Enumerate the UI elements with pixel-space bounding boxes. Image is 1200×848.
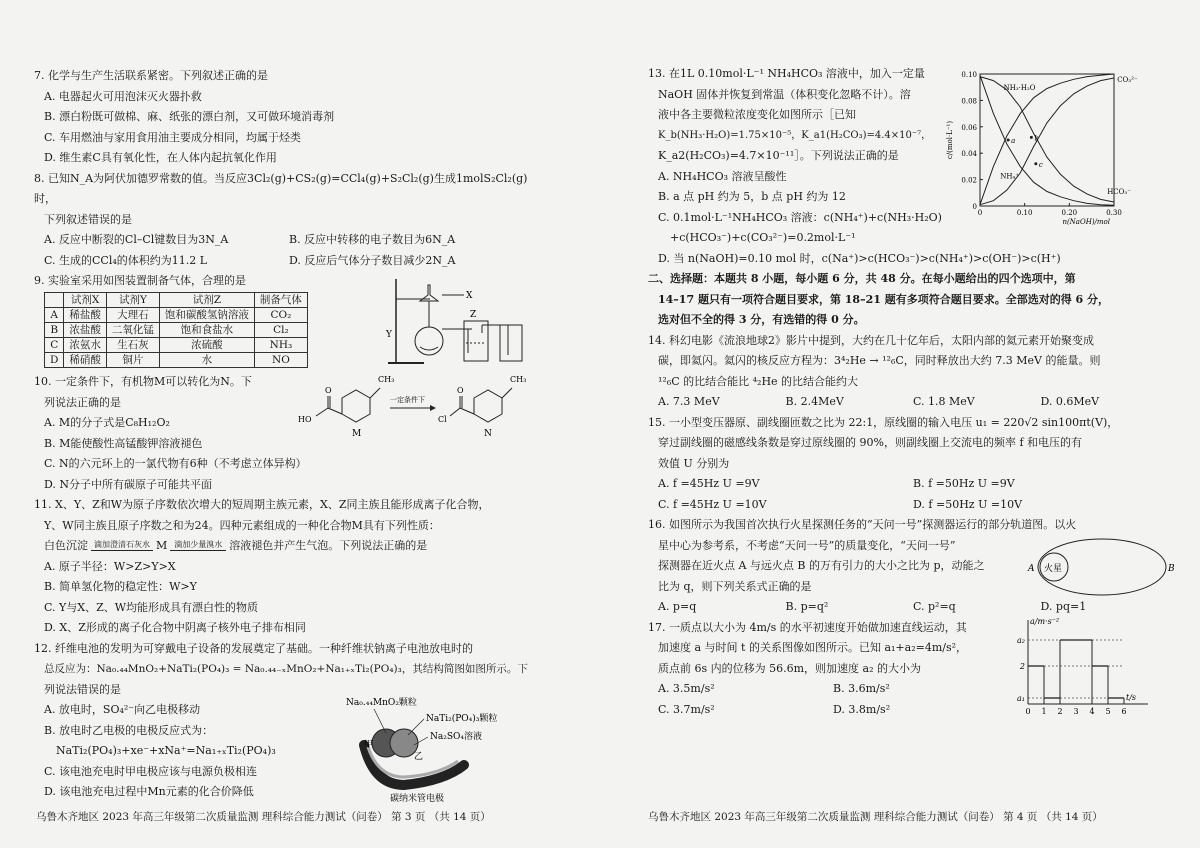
- y-tick-label: 0.10: [961, 71, 977, 79]
- q10-label-m: M: [352, 429, 362, 439]
- table-cell: A: [45, 307, 64, 322]
- q16-option-b: B. p=q²: [785, 600, 829, 613]
- q7-option-d: D. 维生素C具有氧化性，在人体内起抗氧化作用: [44, 151, 277, 164]
- q16-option-a: A. p=q: [658, 600, 697, 613]
- question-9: [34, 271, 534, 372]
- q12-option-c: C. 该电池充电时甲电极应该与电源负极相连: [44, 764, 258, 778]
- q12-option-a: A. 放电时，SO₄²⁻向乙电极移动: [44, 703, 201, 716]
- left-page-footer: 乌鲁木齐地区 2023 年高三年级第二次质量监测 理科综合能力测试（问卷） 第 3 页 （共 14 页）: [36, 811, 491, 823]
- q14-line-1: 14. 科幻电影《流浪地球2》影片中提到，大约在几十亿年后，太阳内部的氦元素开始聚变成: [648, 333, 1094, 347]
- q12-option-d: D. 该电池充电过程中Mn元素的化合价降低: [44, 785, 254, 798]
- y-tick-label: 0.08: [961, 97, 977, 106]
- table-cell: NH₃: [254, 337, 307, 352]
- q12-stem-2: 总反应为：Na₀.₄₄MnO₂+NaTi₂(PO₄)₃ = Na₀.₄₄₋ₓMnO₂+Na₁₊ₓTi₂(PO₄)₃，其结构简图如图所示。下: [44, 663, 528, 675]
- q15-line-3: 效值 U 分别为: [658, 456, 730, 470]
- q9-header-cell: 试剂Z: [159, 292, 254, 307]
- section-2-line-2: 14–17 题只有一项符合题目要求，第 18–21 题有多项符合题目要求。全部选对的得 6 分，: [658, 292, 1110, 306]
- q10-option-b: B. M能使酸性高锰酸钾溶液褪色: [44, 436, 203, 450]
- x-tick-label: 0.20: [1061, 209, 1078, 217]
- x-tick-label: 3: [1073, 706, 1079, 716]
- table-cell: 饱和碳酸氢钠溶液: [159, 307, 254, 322]
- q11-properties: [34, 536, 534, 557]
- q9-stem: 9. 实验室采用如图装置制备气体，合理的是: [34, 274, 246, 287]
- q11-arrow-1-label: 滴加澄清石灰水: [94, 539, 150, 549]
- table-cell: 水: [159, 352, 254, 367]
- q9-header-cell: 制备气体: [254, 292, 307, 307]
- x-tick-label: 6: [1121, 706, 1127, 716]
- q13-line-3: 液中各主要微粒浓度变化如图所示［已知: [658, 108, 856, 121]
- q16-option-d: D. pq=1: [1040, 600, 1087, 613]
- series-line: [980, 75, 1114, 205]
- q13-option-b: B. a 点 pH 约为 5，b 点 pH 约为 12: [658, 190, 846, 203]
- q15-option-c: C. f =45Hz U =10V: [658, 497, 767, 511]
- y-tick-label: 0.04: [961, 150, 977, 159]
- left-column: [34, 66, 534, 803]
- series-line: [980, 74, 1114, 205]
- q10-option-c: C. N的六元环上的一氯代物有6种（不考虑立体异构）: [44, 457, 307, 470]
- q16-option-c: C. p²=q: [913, 600, 956, 613]
- q10-o-m: O: [325, 386, 332, 395]
- series-label: NH₃·H₂O: [1003, 83, 1036, 92]
- table-cell: 大理石: [106, 307, 159, 322]
- chart-point: [1034, 162, 1037, 165]
- question-16: [648, 515, 1175, 618]
- q13-line-5: K_a2(H₂CO₃)=4.7×10⁻¹¹］。下列说法正确的是: [658, 149, 899, 162]
- table-cell: 生石灰: [106, 337, 159, 352]
- table-cell: NO: [254, 352, 307, 367]
- question-12: [34, 639, 534, 803]
- right-page: [600, 0, 1200, 848]
- q12-fig-jia: 甲: [364, 739, 374, 750]
- q14-line-3: ¹²₆C 的比结合能比 ⁴₂He 的比结合能约大: [658, 374, 859, 388]
- q9-table-header: [45, 292, 308, 307]
- q11-stem-2: Y、W同主族且原子序数之和为24。四种元素组成的一种化合物M具有下列性质：: [44, 518, 440, 532]
- chart-frame: [980, 74, 1114, 206]
- q15-option-d: D. f =50Hz U =10V: [913, 497, 1023, 511]
- q17-acceleration-chart: [1008, 612, 1158, 722]
- q10-ho: HO: [298, 415, 312, 424]
- x-tick-label: 2: [1057, 706, 1063, 716]
- q10-option-a: A. M的分子式是C₈H₁₂O₂: [44, 416, 170, 429]
- table-cell: B: [45, 322, 64, 337]
- q10-stem-2: 列说法正确的是: [44, 395, 121, 409]
- q16-line-3: 探测器在近火点 A 与远火点 B 的万有引力的大小之比为 p，动能之: [658, 559, 985, 572]
- right-column: [648, 64, 1175, 720]
- q17-option-b: B. 3.6m/s²: [833, 682, 890, 695]
- q9-header-cell: 试剂Y: [106, 292, 159, 307]
- x-tick-label: 0.30: [1106, 209, 1122, 217]
- q9-label-z: Z: [470, 310, 477, 320]
- series-line: [980, 77, 1114, 202]
- q11-prop-m: M: [156, 539, 168, 552]
- q16-line-2: 星中心为参考系，不考虑“天问一号”的质量变化，“天问一号”: [658, 538, 956, 552]
- q14-line-2: 碳，即氦闪。氦闪的核反应方程为：3⁴₂He → ¹²₆C，同时释放出大约 7.3 MeV 的能量。则: [658, 354, 1101, 367]
- q8-option-b: B. 反应中转移的电子数目为6N_A: [289, 233, 456, 246]
- q17-line-2: 加速度 a 与时间 t 的关系图像如图所示。已知 a₁+a₂=4m/s²，: [658, 641, 968, 654]
- q8-option-d: D. 反应后气体分子数目减少2N_A: [289, 253, 456, 267]
- q10-label-n: N: [484, 429, 492, 439]
- q11-arrow-1: [91, 540, 153, 557]
- q12-stem: 12. 纤维电池的发明为可穿戴电子设备的发展奠定了基础。一种纤维状钠离子电池放电时的: [34, 641, 473, 655]
- q12-option-b: B. 放电时乙电极的电极反应式为：: [44, 723, 214, 737]
- series-label: NH₄⁺: [1000, 172, 1019, 181]
- q13-line-2: NaOH 固体并恢复到常温（体积变化忽略不计）。溶: [658, 87, 911, 101]
- series-label: HCO₃⁻: [1107, 188, 1131, 197]
- q15-line-2: 穿过副线圈的磁感线条数是穿过原线圈的 90%，则副线圈上交流电的频率 f 和电压的有: [658, 436, 1083, 449]
- right-arrow-icon: [170, 550, 226, 551]
- q17-line-3: 质点前 6s 内的位移为 56.6m，则加速度 a₂ 的大小为: [658, 661, 922, 675]
- q8-option-c: C. 生成的CCl₄的体积约为11.2 L: [44, 253, 208, 267]
- q13-line-4: K_b(NH₃·H₂O)=1.75×10⁻⁵，K_a1(H₂CO₃)=4.4×10⁻⁷，: [658, 129, 932, 141]
- q13-option-c: C. 0.1mol·L⁻¹NH₄HCO₃ 溶液：c(NH₄⁺)+c(NH₃·H₂O): [658, 210, 942, 224]
- x-tick-label: 0: [977, 209, 983, 217]
- question-11: [34, 495, 534, 639]
- table-cell: Cl₂: [254, 322, 307, 337]
- q11-option-a: A. 原子半径：W>Z>Y>X: [44, 559, 176, 573]
- x-axis-label: t/s: [1126, 692, 1137, 702]
- q10-cl: Cl: [438, 415, 447, 424]
- q9-label-x: X: [466, 291, 473, 301]
- q14-option-d: D. 0.6MeV: [1040, 395, 1100, 408]
- x-tick-label: 1: [1041, 706, 1047, 716]
- chart-point: [1030, 136, 1033, 139]
- q11-prop-right: 溶液褪色并产生气泡。下列说法正确的是: [229, 539, 428, 552]
- table-row: [45, 307, 308, 322]
- q16-line-1: 16. 如图所示为我国首次执行火星探测任务的“天问一号”探测器运行的部分轨道图。以火: [648, 518, 1077, 531]
- q17-option-d: D. 3.8m/s²: [833, 702, 891, 716]
- q13-option-d: D. 当 n(NaOH)=0.10 mol 时，c(Na⁺)>c(HCO₃⁻)>c(NH₄⁺)>c(OH⁻)>c(H⁺): [658, 251, 1061, 265]
- q17-option-a: A. 3.5m/s²: [658, 682, 715, 695]
- q11-option-c: C. Y与X、Z、W均能形成具有漂白性的物质: [44, 600, 259, 614]
- section-2-line-1: 二、选择题：本题共 8 小题，每小题 6 分，共 48 分。在每小题给出的四个选项中，第: [648, 272, 1076, 285]
- question-14: [648, 331, 1168, 413]
- q10-o-n: O: [457, 386, 464, 395]
- y-tick-label: a₁: [1017, 693, 1025, 703]
- question-17: [648, 618, 1168, 721]
- q9-table: [44, 292, 308, 368]
- section-2-header: [648, 269, 1168, 331]
- y-axis-label: a/m·s⁻²: [1030, 616, 1060, 626]
- q15-options: [648, 474, 1168, 515]
- q9-label-y: Y: [386, 330, 392, 340]
- q14-options: [648, 392, 1168, 413]
- table-row: [45, 337, 308, 352]
- table-cell: 二氧化锰: [106, 322, 159, 337]
- x-tick-label: 0: [1025, 706, 1031, 716]
- q12-fig-nati: NaTi₂(PO₄)₃颗粒: [426, 713, 498, 724]
- q13-option-a: A. NH₄HCO₃ 溶液呈酸性: [658, 169, 787, 183]
- q17-option-c: C. 3.7m/s²: [658, 702, 715, 716]
- table-row: [45, 352, 308, 367]
- q7-option-a: A. 电器起火可用泡沫灭火器扑救: [44, 89, 202, 103]
- table-cell: 铜片: [106, 352, 159, 367]
- q7-stem: 7. 化学与生产生活联系紧密。下列叙述正确的是: [34, 69, 268, 82]
- q10-structure-figure: [272, 368, 532, 440]
- q12-fig-na2so4: Na₂SO₄溶液: [430, 731, 483, 742]
- q8-options: [34, 230, 534, 271]
- left-arrow-icon: [91, 550, 153, 551]
- table-cell: 稀硝酸: [64, 352, 107, 367]
- q16-fig-mars: 火星: [1044, 564, 1063, 574]
- q12-battery-figure: [334, 695, 534, 803]
- chart-point: [1007, 139, 1010, 142]
- y-tick-label: 0.02: [961, 176, 977, 185]
- q10-arrow-label: 一定条件下: [390, 396, 425, 404]
- q9-header-cell: [45, 292, 64, 307]
- q10-option-d: D. N分子中所有碳原子可能共平面: [44, 477, 213, 491]
- x-tick-label: 5: [1105, 706, 1111, 716]
- y-tick-label: 0.06: [961, 123, 977, 132]
- table-cell: 稀盐酸: [64, 307, 107, 322]
- q15-option-a: A. f =45Hz U =9V: [658, 477, 760, 490]
- q13-concentration-chart: [944, 66, 1138, 226]
- q9-header-cell: 试剂X: [64, 292, 107, 307]
- q11-arrow-2-label: 滴加少量溴水: [174, 539, 223, 549]
- section-2-line-3: 选对但不全的得 3 分，有选错的得 0 分。: [658, 313, 865, 326]
- q12-fig-cnt: 碳纳米管电极: [390, 793, 445, 804]
- q13-chart-axes: [980, 74, 1114, 206]
- question-7: [34, 66, 534, 169]
- question-15: [648, 413, 1168, 516]
- q12-stem-3: 列说法错误的是: [44, 682, 121, 696]
- x-tick-label: 4: [1089, 706, 1095, 716]
- y-tick-label: 2: [1019, 661, 1025, 671]
- y-tick-label: 0: [972, 203, 977, 211]
- table-cell: C: [45, 337, 64, 352]
- q10-stem: 10. 一定条件下，有机物M可以转化为N。下: [34, 375, 252, 388]
- q9-apparatus-figure: [384, 271, 534, 371]
- table-row: [45, 322, 308, 337]
- table-cell: 饱和食盐水: [159, 322, 254, 337]
- q10-ch3-n: CH₃: [510, 375, 527, 384]
- q12-fig-na044: Na₀.₄₄MnO₂颗粒: [346, 697, 417, 708]
- q13-option-c-2: +c(HCO₃⁻)+c(CO₃²⁻)=0.2mol·L⁻¹: [670, 231, 856, 244]
- q14-option-c: C. 1.8 MeV: [913, 395, 975, 408]
- q11-arrow-2: [170, 540, 226, 557]
- q17-options: [648, 679, 1008, 720]
- q11-option-d: D. X、Z形成的离子化合物中阴离子核外电子排布相同: [44, 621, 306, 634]
- table-cell: 浓硫酸: [159, 337, 254, 352]
- x-tick-label: 0.10: [1016, 209, 1033, 217]
- q12-fig-yi: 乙: [414, 751, 424, 762]
- q10-ch3-m: CH₃: [378, 375, 395, 384]
- q13-line-1: 13. 在1L 0.10mol·L⁻¹ NH₄HCO₃ 溶液中，加入一定量: [648, 67, 925, 80]
- q15-line-1: 15. 一小型变压器原、副线圈匝数之比为 22:1，原线圈的输入电压 u₁ = 220√2 sin100πt(V)，: [648, 415, 1119, 429]
- q16-line-4: 比为 q，则下列关系式正确的是: [658, 579, 812, 593]
- q11-stem: 11. X、Y、Z和W为原子序数依次增大的短周期主族元素，X、Z同主族且能形成离子化合物，: [34, 498, 490, 511]
- q8-option-a: A. 反应中断裂的Cl–Cl键数目为3N_A: [44, 233, 229, 246]
- point-label: a: [1011, 137, 1016, 145]
- question-8: [34, 169, 534, 272]
- point-label: c: [1038, 160, 1043, 169]
- q14-option-b: B. 2.4MeV: [785, 395, 844, 408]
- table-cell: 浓氨水: [64, 337, 107, 352]
- q11-prop-left: 白色沉淀: [44, 539, 88, 552]
- point-label: b: [1034, 134, 1039, 143]
- y-axis-label: c/(mol·L⁻¹): [946, 120, 954, 160]
- table-cell: CO₂: [254, 307, 307, 322]
- q17-chart-axes: [1028, 620, 1148, 704]
- table-cell: 浓盐酸: [64, 322, 107, 337]
- q13-chart-series: [980, 74, 1114, 205]
- series-line: [980, 78, 1114, 205]
- q17-chart-bars: [1028, 640, 1124, 704]
- q11-option-b: B. 简单氢化物的稳定性：W>Y: [44, 580, 197, 593]
- q7-option-b: B. 漂白粉既可做棉、麻、纸张的漂白剂，又可做环境消毒剂: [44, 110, 335, 123]
- question-10: [34, 372, 534, 495]
- q16-fig-a: A: [1028, 564, 1035, 574]
- series-label: CO₃²⁻: [1117, 75, 1138, 84]
- right-page-footer: 乌鲁木齐地区 2023 年高三年级第二次质量监测 理科综合能力测试（问卷） 第 4 页 （共 14 页）: [648, 811, 1103, 823]
- x-axis-label: n(NaOH)/mol: [1062, 218, 1110, 226]
- q14-option-a: A. 7.3 MeV: [658, 395, 720, 408]
- q16-orbit-figure: [1024, 533, 1174, 601]
- table-cell: D: [45, 352, 64, 367]
- q7-option-c: C. 车用燃油与家用食用油主要成分相同，均属于烃类: [44, 130, 302, 144]
- q16-fig-b: B: [1168, 564, 1175, 574]
- question-13: [648, 64, 1168, 269]
- q8-stem: 8. 已知N_A为阿伏加德罗常数的值。当反应3Cl₂(g)+CS₂(g)=CCl₄(g)+S₂Cl₂(g)生成1molS₂Cl₂(g)时，: [34, 171, 528, 205]
- q8-stem-2: 下列叙述错误的是: [44, 212, 132, 226]
- y-tick-label: a₂: [1017, 635, 1025, 645]
- q17-line-1: 17. 一质点以大小为 4m/s 的水平初速度开始做加速直线运动，其: [648, 620, 967, 634]
- q12-option-b-2: NaTi₂(PO₄)₃+xe⁻+xNa⁺=Na₁₊ₓTi₂(PO₄)₃: [56, 744, 276, 757]
- q15-option-b: B. f =50Hz U =9V: [913, 477, 1015, 490]
